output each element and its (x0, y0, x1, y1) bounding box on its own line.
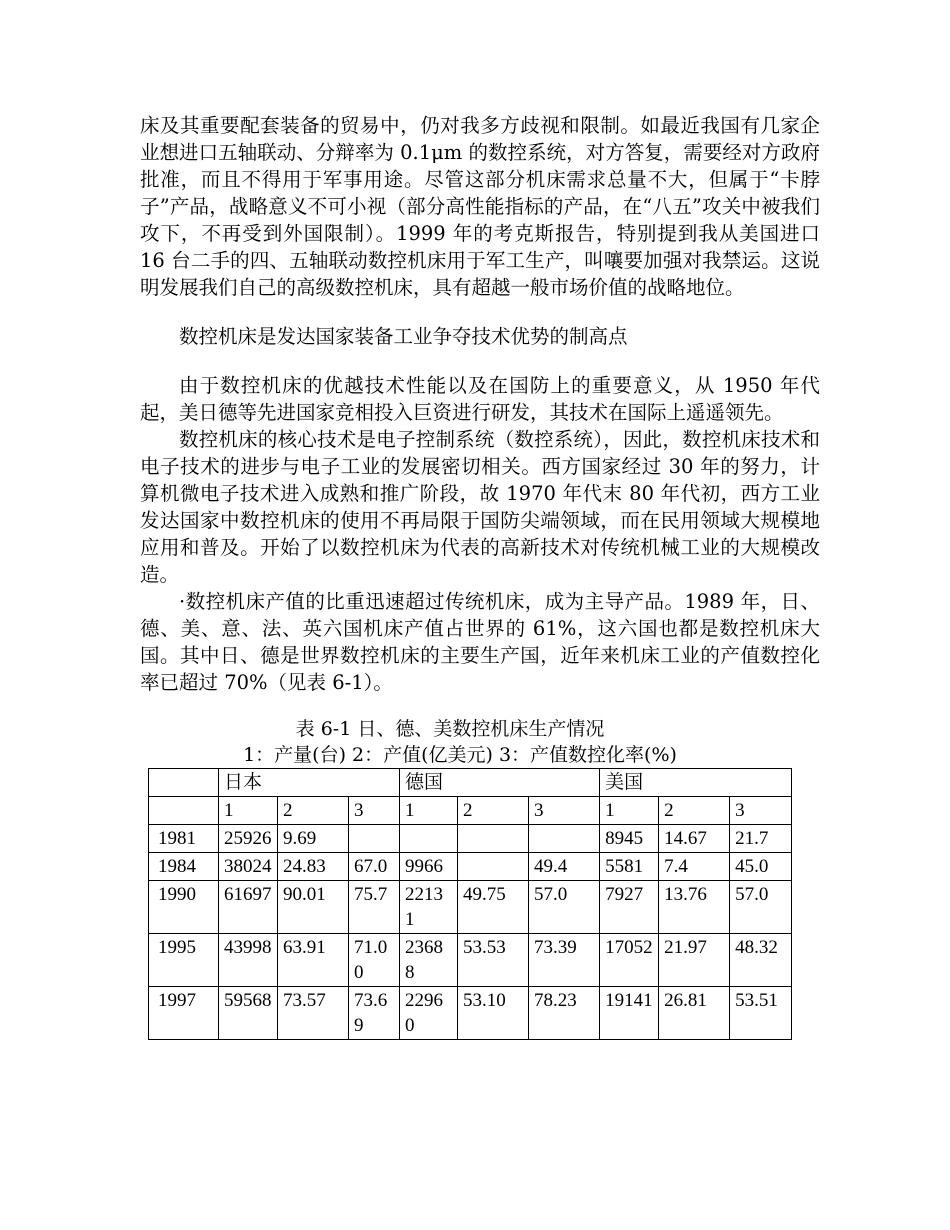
production-table (148, 768, 792, 1040)
table-cell: 63.91 (278, 934, 349, 987)
table-cell: 19141 (600, 987, 659, 1040)
table-cell: 17052 (600, 934, 659, 987)
paragraph-intro: 床及其重要配套装备的贸易中，仍对我多方歧视和限制。如最近我国有几家企业想进口五轴联动、分辩率为 0.1μm 的数控系统，对方答复，需要经对方政府批准，而且不得用于军事用途。尽管这部分机床需求总量不大，但属于“卡脖子”产品，战略意义不可小视（部分高性能指标的产品，在“八五”攻关中被我们攻下，不再受到外国限制）。1999 年的考克斯报告，特别提到我从美国进口 16 台二手的四、五轴联动数控机床用于军工生产，叫嚷要加强对我禁运。这说明发展我们自己的高级数控机床，具有超越一般市场价值的战略地位。 (140, 114, 820, 299)
table-subheader-row (149, 797, 792, 825)
subheader-cell: 2 (659, 797, 730, 825)
table-cell: 38024 (219, 853, 278, 881)
table-cell: 71.00 (349, 934, 400, 987)
row-year-cell: 1981 (149, 825, 219, 853)
subheader-cell: 1 (400, 797, 458, 825)
table-cell: 21.7 (730, 825, 792, 853)
subheader-cell: 3 (730, 797, 792, 825)
table-cell: 73.57 (278, 987, 349, 1040)
table-cell: 9966 (400, 853, 458, 881)
row-year-cell: 1990 (149, 881, 219, 934)
table-cell: 21.97 (659, 934, 730, 987)
table-country-header-row (149, 769, 792, 797)
row-year-cell: 1984 (149, 853, 219, 881)
subheader-cell: 3 (349, 797, 400, 825)
table-cell: 13.76 (659, 881, 730, 934)
table-cell: 67.0 (349, 853, 400, 881)
paragraph-history: 由于数控机床的优越技术性能以及在国防上的重要意义，从 1950 年代起，美日德等先进国家竞相投入巨资进行研发，其技术在国际上遥遥领先。 (140, 374, 820, 424)
table-cell: 73.69 (349, 987, 400, 1040)
paragraph-output-share: ·数控机床产值的比重迅速超过传统机床，成为主导产品。1989 年，日、德、美、意、法、英六国机床产值占世界的 61%，这六国也都是数控机床大国。其中日、德是世界数控机床的主要生产国，近年来机床工业的产值数控化率已超过 70%（见表 6-1）。 (140, 590, 820, 694)
table-cell: 9.69 (278, 825, 349, 853)
subheader-cell: 3 (529, 797, 600, 825)
country-header-usa: 美国 (600, 769, 792, 797)
country-header-japan: 日本 (219, 769, 400, 797)
table-cell: 7.4 (659, 853, 730, 881)
table-cell (349, 825, 400, 853)
table-cell: 24.83 (278, 853, 349, 881)
table-data-rows (149, 825, 792, 1040)
table-cell: 59568 (219, 987, 278, 1040)
table-cell: 22131 (400, 881, 458, 934)
table-legend: 1：产量(台) 2：产值(亿美元) 3：产值数控化率(%) (243, 744, 677, 766)
table-cell: 48.32 (730, 934, 792, 987)
table-cell: 57.0 (730, 881, 792, 934)
row-year-cell: 1995 (149, 934, 219, 987)
table-subheader-blank (149, 797, 219, 825)
document-page (140, 112, 820, 1040)
table-cell (458, 853, 529, 881)
table-cell: 7927 (600, 881, 659, 934)
table-cell: 53.51 (730, 987, 792, 1040)
table-cell: 14.67 (659, 825, 730, 853)
table-cell: 57.0 (529, 881, 600, 934)
table-cell (458, 825, 529, 853)
table-cell: 49.4 (529, 853, 600, 881)
country-header-germany: 德国 (400, 769, 600, 797)
table-cell: 25926 (219, 825, 278, 853)
table-cell: 90.01 (278, 881, 349, 934)
section-heading: 数控机床是发达国家装备工业争夺技术优势的制高点 (179, 325, 628, 348)
table-cell: 45.0 (730, 853, 792, 881)
row-year-cell: 1997 (149, 987, 219, 1040)
subheader-cell: 2 (278, 797, 349, 825)
table-cell: 5581 (600, 853, 659, 881)
table-cell: 75.7 (349, 881, 400, 934)
table-row (149, 853, 792, 881)
subheader-cell: 1 (600, 797, 659, 825)
table-corner-cell (149, 769, 219, 797)
table-cell: 23688 (400, 934, 458, 987)
table-cell: 78.23 (529, 987, 600, 1040)
table-cell: 61697 (219, 881, 278, 934)
table-cell: 53.10 (458, 987, 529, 1040)
table-row (149, 934, 792, 987)
table-cell: 73.39 (529, 934, 600, 987)
table-title: 表 6-1 日、德、美数控机床生产情况 (295, 718, 605, 740)
table-cell: 22960 (400, 987, 458, 1040)
subheader-cell: 2 (458, 797, 529, 825)
table-cell: 53.53 (458, 934, 529, 987)
paragraph-core-tech: 数控机床的核心技术是电子控制系统（数控系统），因此，数控机床技术和电子技术的进步与电子工业的发展密切相关。西方国家经过 30 年的努力，计算机微电子技术进入成熟和推广阶段，故 1970 年代末 80 年代初，西方工业发达国家中数控机床的使用不再局限于国防尖端领域，而在民用领域大规模地应用和普及。开始了以数控机床为代表的高新技术对传统机械工业的大规模改造。 (140, 428, 820, 586)
table-cell (529, 825, 600, 853)
table-cell: 49.75 (458, 881, 529, 934)
subheader-cell: 1 (219, 797, 278, 825)
table-cell: 26.81 (659, 987, 730, 1040)
table-row (149, 881, 792, 934)
table-row (149, 987, 792, 1040)
table-cell (400, 825, 458, 853)
table-cell: 8945 (600, 825, 659, 853)
table-cell: 43998 (219, 934, 278, 987)
table-row (149, 825, 792, 853)
